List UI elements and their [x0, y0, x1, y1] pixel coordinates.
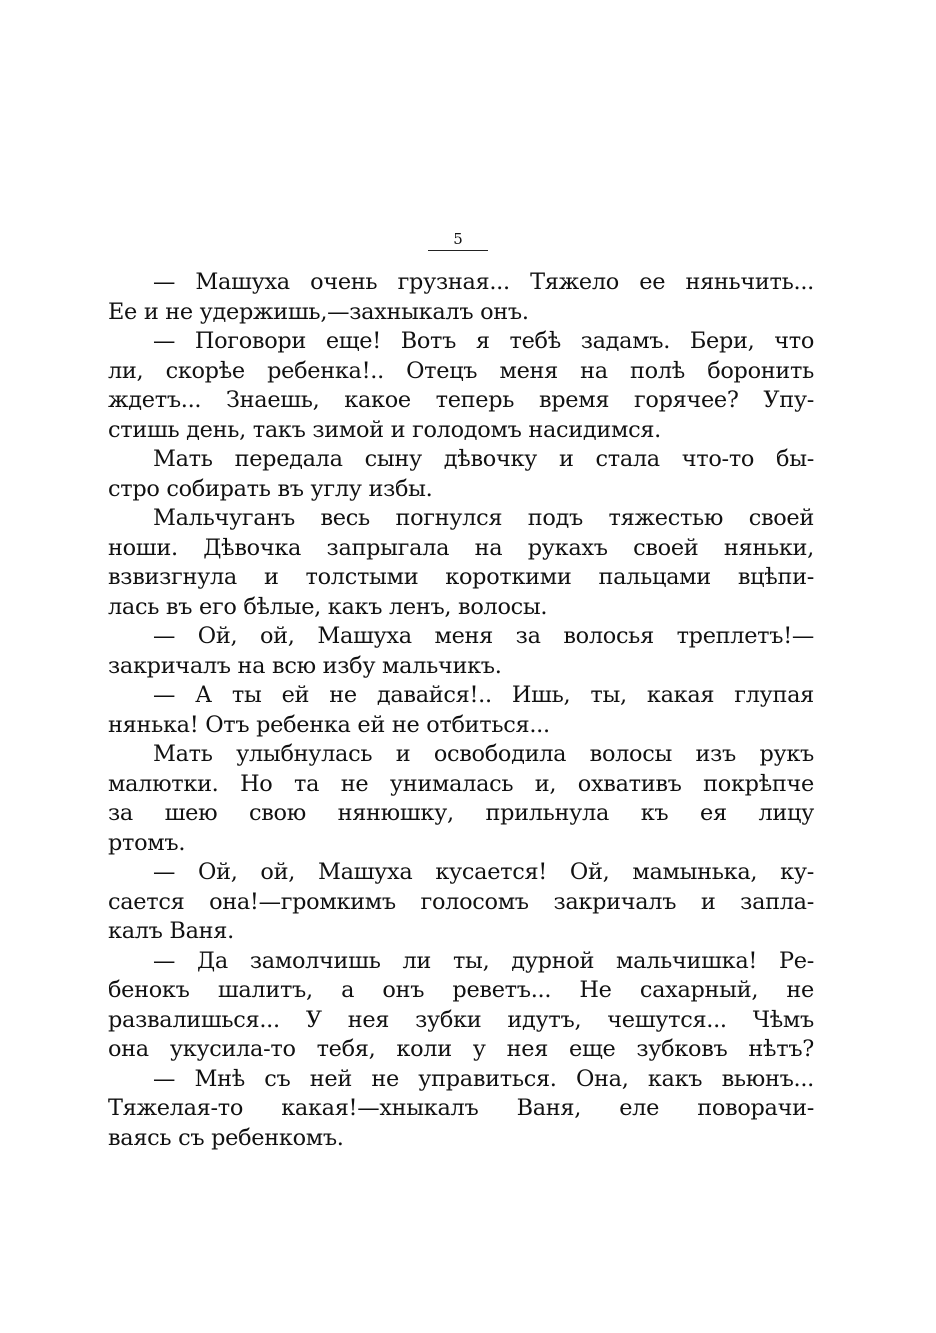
text-line: — Да замолчишь ли ты, дурной мальчишка! Ре- — [153, 947, 814, 974]
text-line: Мальчуганъ весь погнулся подъ тяжестью своей — [153, 505, 814, 531]
text-line: стишь день, такъ зимой и голодомъ насидимся. — [108, 416, 661, 443]
text-line: — Ой, ой, Машуха меня за волосья треплетъ!— — [153, 623, 814, 649]
text-line: ваясь съ ребенкомъ. — [108, 1124, 344, 1151]
page-number-rule — [428, 250, 488, 251]
text-line: — Ой, ой, Машуха кусается! Ой, мамынька, ку- — [153, 859, 814, 885]
text-line: взвизгнула и толстыми короткими пальцами вцѣпи- — [108, 564, 814, 590]
body-text — [108, 268, 814, 1153]
text-line: ждетъ... Знаешь, какое теперь время горячее? Упу- — [108, 387, 814, 413]
text-line: малютки. Но та не унималась и, охвативъ покрѣпче — [108, 770, 814, 797]
text-line: за шею свою нянюшку, прильнула къ ея лицу — [108, 800, 814, 826]
text-line: она укусила-то тебя, коли у нея еще зубковъ нѣтъ? — [108, 1036, 814, 1062]
text-line: развалишься... У нея зубки идутъ, чешутся... Чѣмъ — [108, 1006, 814, 1033]
text-line: ли, скорѣе ребенка!.. Отецъ меня на полѣ боронить — [108, 357, 814, 384]
text-line: нянька! Отъ ребенка ей не отбиться... — [108, 711, 550, 738]
text-line: Мать улыбнулась и освободила волосы изъ рукъ — [153, 741, 814, 767]
text-line: Мать передала сыну дѣвочку и стала что-то бы- — [153, 446, 814, 472]
text-line: Тяжелая-то какая!—хныкалъ Ваня, еле поворачи- — [108, 1095, 814, 1121]
text-line: — Поговори еще! Вотъ я тебѣ задамъ. Бери, что — [153, 328, 814, 354]
text-line: ноши. Дѣвочка запрыгала на рукахъ своей няньки, — [108, 534, 814, 561]
text-line: стро собирать въ углу избы. — [108, 475, 433, 502]
text-line: — Машуха очень грузная... Тяжело ее няньчить... — [153, 269, 814, 295]
text-line: — Мнѣ съ ней не управиться. Она, какъ вьюнъ... — [153, 1065, 814, 1092]
text-line: бенокъ шалитъ, а онъ реветъ... Не сахарный, не — [108, 977, 814, 1003]
text-line: Ее и не удержишь,—захныкалъ онъ. — [108, 298, 529, 325]
page-number: 5 — [453, 230, 463, 248]
text-line: лась въ его бѣлые, какъ ленъ, волосы. — [108, 593, 548, 620]
text-line: — А ты ей не давайся!.. Ишь, ты, какая глупая — [153, 682, 814, 708]
text-line: сается она!—громкимъ голосомъ закричалъ и запла- — [108, 888, 814, 915]
text-line: калъ Ваня. — [108, 918, 234, 944]
text-line: закричалъ на всю избу мальчикъ. — [108, 652, 502, 679]
text-line: ртомъ. — [108, 829, 186, 856]
